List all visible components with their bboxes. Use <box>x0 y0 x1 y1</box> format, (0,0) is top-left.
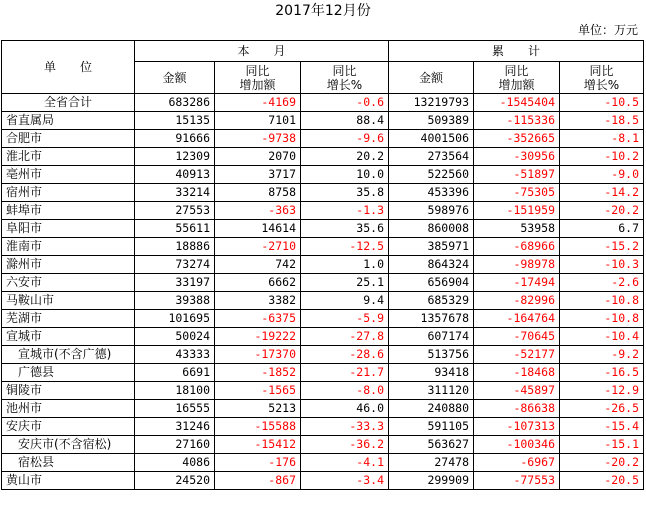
cell-m-inc: -176 <box>215 454 301 472</box>
cell-m-inc: 7101 <box>215 112 301 130</box>
cell-m-amt: 50024 <box>135 328 215 346</box>
cell-c-amt: 607174 <box>389 328 474 346</box>
cell-m-inc: -1565 <box>215 382 301 400</box>
cell-m-amt: 39388 <box>135 292 215 310</box>
cell-c-amt: 864324 <box>389 256 474 274</box>
cell-m-amt: 18100 <box>135 382 215 400</box>
cell-c-inc: -30956 <box>474 148 560 166</box>
cell-c-amt: 4001506 <box>389 130 474 148</box>
cell-c-amt: 563627 <box>389 436 474 454</box>
cell-c-amt: 13219793 <box>389 94 474 112</box>
cell-m-inc: 6662 <box>215 274 301 292</box>
cell-c-pct: -9.0 <box>560 166 644 184</box>
table-row <box>2 202 644 220</box>
table-row <box>2 346 644 364</box>
table-row <box>2 274 644 292</box>
cell-m-amt: 73274 <box>135 256 215 274</box>
cell-c-amt: 299909 <box>389 472 474 490</box>
row-unit-name: 宣城市 <box>2 328 135 346</box>
cell-c-amt: 591105 <box>389 418 474 436</box>
table-row <box>2 436 644 454</box>
cell-m-inc: -4169 <box>215 94 301 112</box>
cell-c-pct: -9.2 <box>560 346 644 364</box>
cell-c-pct: -26.5 <box>560 400 644 418</box>
table-row <box>2 382 644 400</box>
cell-m-amt: 33197 <box>135 274 215 292</box>
row-unit-name: 池州市 <box>2 400 135 418</box>
cell-m-inc: -15412 <box>215 436 301 454</box>
cell-c-inc: 53958 <box>474 220 560 238</box>
cell-c-amt: 273564 <box>389 148 474 166</box>
cell-c-inc: -1545404 <box>474 94 560 112</box>
cell-c-inc: -82996 <box>474 292 560 310</box>
row-unit-name: 宿州市 <box>2 184 135 202</box>
cell-c-amt: 385971 <box>389 238 474 256</box>
cell-m-amt: 43333 <box>135 346 215 364</box>
row-unit-name: 黄山市 <box>2 472 135 490</box>
cell-m-pct: 88.4 <box>301 112 389 130</box>
cell-m-inc: -363 <box>215 202 301 220</box>
row-unit-name: 省直属局 <box>2 112 135 130</box>
cell-c-pct: -20.2 <box>560 454 644 472</box>
cell-m-pct: -12.5 <box>301 238 389 256</box>
cell-m-pct: 25.1 <box>301 274 389 292</box>
cell-m-amt: 4086 <box>135 454 215 472</box>
table-row <box>2 184 644 202</box>
cell-c-amt: 240880 <box>389 400 474 418</box>
cell-m-inc: 742 <box>215 256 301 274</box>
cell-m-amt: 18886 <box>135 238 215 256</box>
cell-c-inc: -164764 <box>474 310 560 328</box>
cell-m-inc: -17370 <box>215 346 301 364</box>
cell-c-inc: -75305 <box>474 184 560 202</box>
row-unit-name: 宿松县 <box>2 454 135 472</box>
cell-m-inc: 3717 <box>215 166 301 184</box>
cell-m-inc: 5213 <box>215 400 301 418</box>
cell-m-pct: -3.4 <box>301 472 389 490</box>
row-unit-name: 安庆市 <box>2 418 135 436</box>
cell-c-pct: -15.1 <box>560 436 644 454</box>
cell-m-pct: 46.0 <box>301 400 389 418</box>
cell-c-inc: -51897 <box>474 166 560 184</box>
table-row <box>2 130 644 148</box>
cell-c-inc: -77553 <box>474 472 560 490</box>
row-unit-name: 宣城市(不含广德) <box>2 346 135 364</box>
cell-c-pct: -10.4 <box>560 328 644 346</box>
cell-m-amt: 27160 <box>135 436 215 454</box>
row-unit-name: 马鞍山市 <box>2 292 135 310</box>
header-cum-yoy-growth: 同比 增长% <box>560 62 644 94</box>
cell-c-pct: -20.2 <box>560 202 644 220</box>
table-row <box>2 112 644 130</box>
cell-m-pct: 9.4 <box>301 292 389 310</box>
table-row <box>2 292 644 310</box>
cell-m-pct: -5.9 <box>301 310 389 328</box>
cell-c-pct: -15.2 <box>560 238 644 256</box>
cell-c-amt: 656904 <box>389 274 474 292</box>
cell-c-pct: -2.6 <box>560 274 644 292</box>
table-row <box>2 472 644 490</box>
cell-c-inc: -52177 <box>474 346 560 364</box>
cell-c-pct: -15.4 <box>560 418 644 436</box>
cell-c-inc: -107313 <box>474 418 560 436</box>
cell-m-amt: 101695 <box>135 310 215 328</box>
unit-label: 单位：万元 <box>577 23 638 37</box>
cell-m-inc: -867 <box>215 472 301 490</box>
cell-m-pct: 20.2 <box>301 148 389 166</box>
cell-m-pct: -1.3 <box>301 202 389 220</box>
cell-c-amt: 311120 <box>389 382 474 400</box>
cell-c-amt: 93418 <box>389 364 474 382</box>
row-unit-name: 滁州市 <box>2 256 135 274</box>
cell-c-pct: -10.5 <box>560 94 644 112</box>
cell-m-inc: -15588 <box>215 418 301 436</box>
cell-c-amt: 27478 <box>389 454 474 472</box>
row-unit-name: 阜阳市 <box>2 220 135 238</box>
cell-m-inc: 3382 <box>215 292 301 310</box>
table-row <box>2 418 644 436</box>
cell-c-pct: -20.5 <box>560 472 644 490</box>
row-unit-name: 铜陵市 <box>2 382 135 400</box>
cell-c-inc: -100346 <box>474 436 560 454</box>
cell-m-inc: -2710 <box>215 238 301 256</box>
cell-m-amt: 40913 <box>135 166 215 184</box>
cell-c-amt: 860008 <box>389 220 474 238</box>
cell-c-pct: -10.8 <box>560 310 644 328</box>
cell-c-inc: -6967 <box>474 454 560 472</box>
cell-c-pct: -8.1 <box>560 130 644 148</box>
table-row <box>2 238 644 256</box>
cell-m-amt: 33214 <box>135 184 215 202</box>
cell-m-inc: 2070 <box>215 148 301 166</box>
cell-m-amt: 55611 <box>135 220 215 238</box>
table-row <box>2 454 644 472</box>
cell-m-pct: -36.2 <box>301 436 389 454</box>
header-unit: 单 位 <box>2 41 135 94</box>
cell-m-pct: 1.0 <box>301 256 389 274</box>
cell-m-inc: -19222 <box>215 328 301 346</box>
cell-c-pct: -16.5 <box>560 364 644 382</box>
cell-c-inc: -115336 <box>474 112 560 130</box>
header-month-yoy-growth: 同比 增长% <box>301 62 389 94</box>
header-month-group: 本 月 <box>135 41 389 62</box>
row-unit-name: 亳州市 <box>2 166 135 184</box>
table-row <box>2 148 644 166</box>
header-month-amount: 金额 <box>135 62 215 94</box>
cell-c-amt: 1357678 <box>389 310 474 328</box>
row-unit-name: 六安市 <box>2 274 135 292</box>
cell-m-amt: 27553 <box>135 202 215 220</box>
cell-m-inc: -9738 <box>215 130 301 148</box>
table-row <box>2 328 644 346</box>
cell-m-inc: -6375 <box>215 310 301 328</box>
cell-m-pct: -28.6 <box>301 346 389 364</box>
cell-c-amt: 513756 <box>389 346 474 364</box>
header-cum-amount: 金额 <box>389 62 474 94</box>
cell-c-inc: -18468 <box>474 364 560 382</box>
row-unit-name: 芜湖市 <box>2 310 135 328</box>
cell-m-amt: 15135 <box>135 112 215 130</box>
cell-m-pct: -0.6 <box>301 94 389 112</box>
cell-m-amt: 16555 <box>135 400 215 418</box>
cell-c-pct: -18.5 <box>560 112 644 130</box>
cell-c-amt: 522560 <box>389 166 474 184</box>
cell-m-amt: 91666 <box>135 130 215 148</box>
cell-m-pct: -4.1 <box>301 454 389 472</box>
cell-c-pct: -10.2 <box>560 148 644 166</box>
row-unit-name: 淮北市 <box>2 148 135 166</box>
cell-c-inc: -151959 <box>474 202 560 220</box>
cell-m-inc: 8758 <box>215 184 301 202</box>
cell-m-amt: 6691 <box>135 364 215 382</box>
cell-m-inc: -1852 <box>215 364 301 382</box>
cell-c-inc: -68966 <box>474 238 560 256</box>
row-unit-name: 广德县 <box>2 364 135 382</box>
row-unit-name: 合肥市 <box>2 130 135 148</box>
cell-c-amt: 685329 <box>389 292 474 310</box>
cell-m-pct: -27.8 <box>301 328 389 346</box>
cell-c-inc: -98978 <box>474 256 560 274</box>
cell-m-amt: 24520 <box>135 472 215 490</box>
cell-c-inc: -86638 <box>474 400 560 418</box>
cell-c-pct: -14.2 <box>560 184 644 202</box>
cell-m-inc: 14614 <box>215 220 301 238</box>
row-unit-name: 安庆市(不含宿松) <box>2 436 135 454</box>
table-row <box>2 166 644 184</box>
header-month-yoy-increase: 同比 增加额 <box>215 62 301 94</box>
cell-m-pct: 10.0 <box>301 166 389 184</box>
row-unit-name: 蚌埠市 <box>2 202 135 220</box>
cell-m-pct: -8.0 <box>301 382 389 400</box>
cell-m-pct: -33.3 <box>301 418 389 436</box>
cell-c-inc: -352665 <box>474 130 560 148</box>
cell-c-pct: -10.8 <box>560 292 644 310</box>
cell-c-inc: -70645 <box>474 328 560 346</box>
cell-m-pct: -9.6 <box>301 130 389 148</box>
cell-c-pct: 6.7 <box>560 220 644 238</box>
cell-m-pct: 35.6 <box>301 220 389 238</box>
header-cum-yoy-increase: 同比 增加额 <box>474 62 560 94</box>
row-unit-name: 全省合计 <box>2 94 135 112</box>
cell-m-pct: -21.7 <box>301 364 389 382</box>
cell-m-amt: 31246 <box>135 418 215 436</box>
table-row <box>2 364 644 382</box>
table-row <box>2 310 644 328</box>
cell-c-amt: 509389 <box>389 112 474 130</box>
table-row <box>2 94 644 112</box>
table-row <box>2 400 644 418</box>
cell-m-amt: 683286 <box>135 94 215 112</box>
row-unit-name: 淮南市 <box>2 238 135 256</box>
cell-c-amt: 598976 <box>389 202 474 220</box>
cell-m-pct: 35.8 <box>301 184 389 202</box>
report-title: 2017年12月份 <box>275 3 371 19</box>
table-row <box>2 256 644 274</box>
cell-m-amt: 12309 <box>135 148 215 166</box>
cell-c-pct: -12.9 <box>560 382 644 400</box>
cell-c-pct: -10.3 <box>560 256 644 274</box>
cell-c-inc: -17494 <box>474 274 560 292</box>
revenue-table <box>1 40 644 490</box>
header-cumulative-group: 累 计 <box>389 41 644 62</box>
cell-c-inc: -45897 <box>474 382 560 400</box>
table-row <box>2 220 644 238</box>
cell-c-amt: 453396 <box>389 184 474 202</box>
